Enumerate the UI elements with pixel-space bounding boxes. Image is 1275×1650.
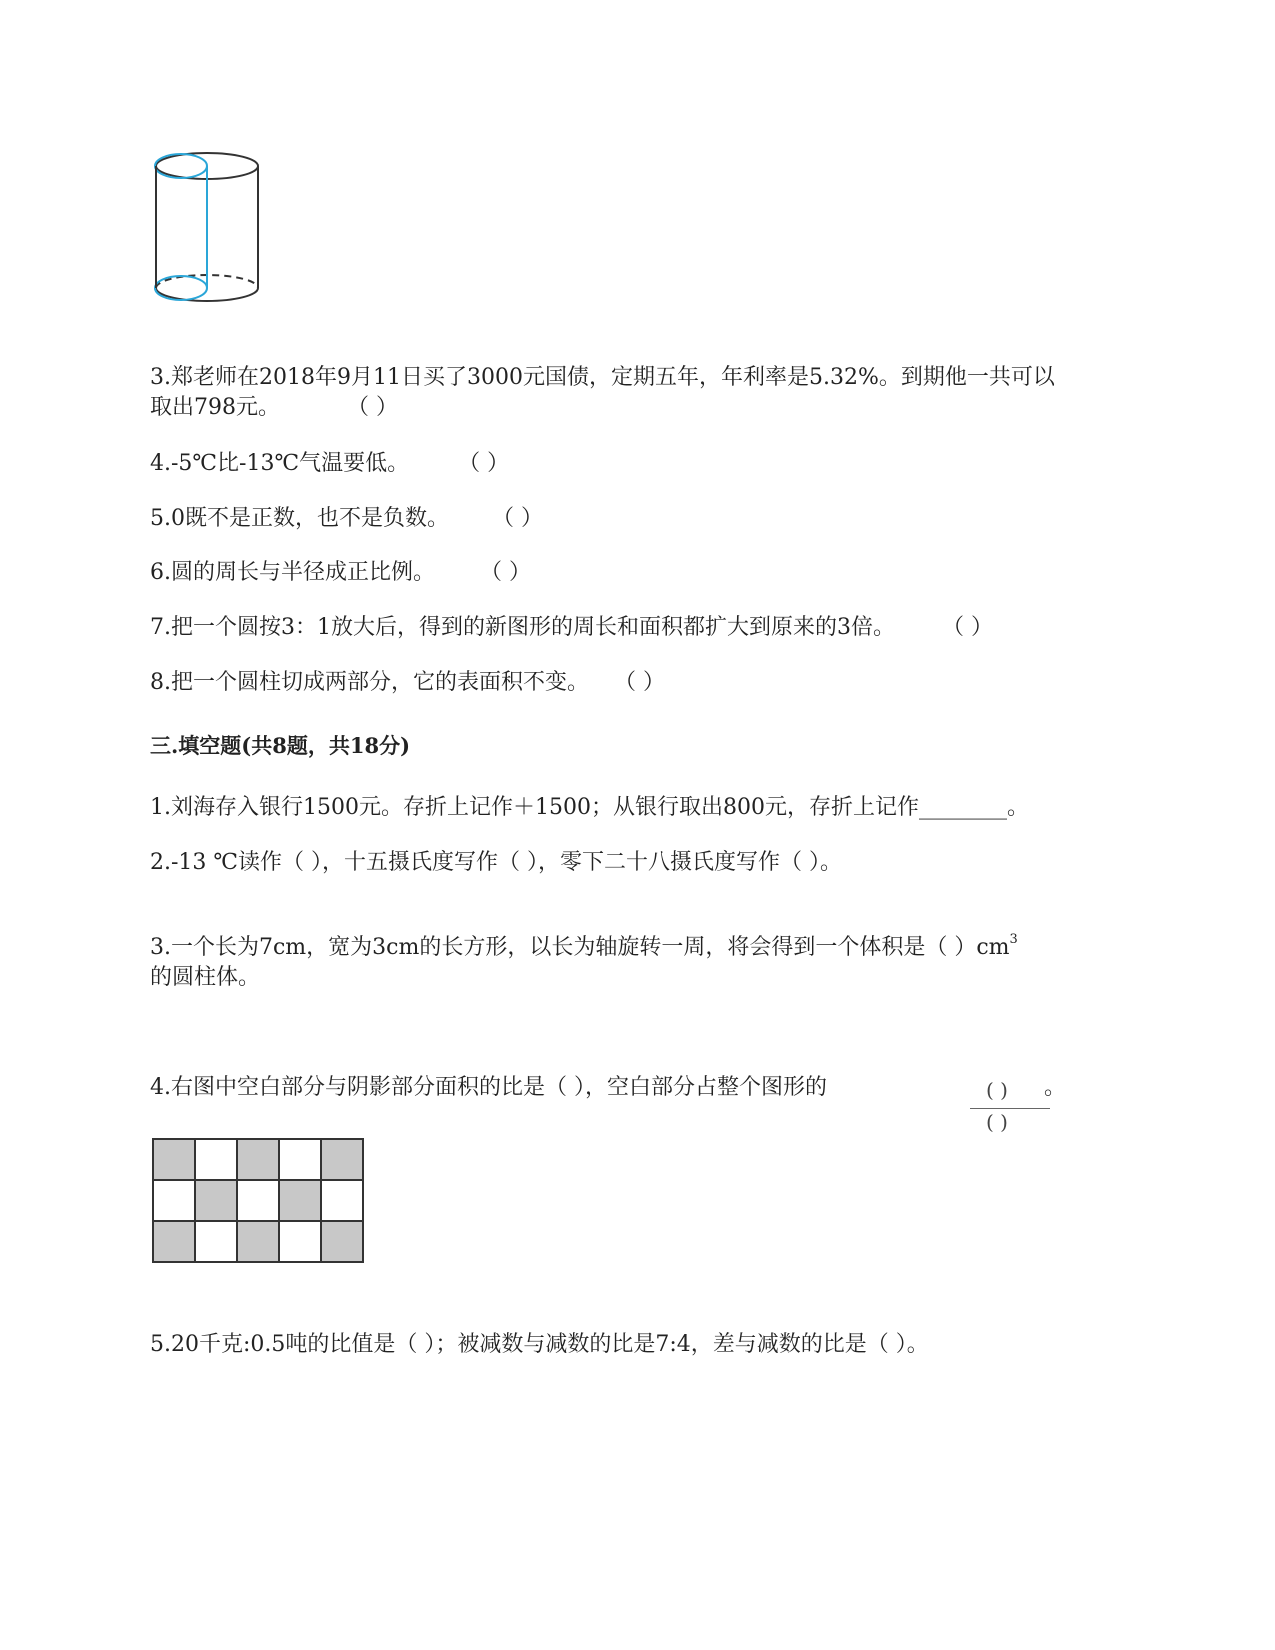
cylinder-figure <box>150 148 265 313</box>
judgement-q5 <box>150 503 543 534</box>
fill-q4-end: 。 <box>1044 1075 1067 1100</box>
fill-q5: 5.20千克:0.5吨的比值是（ ）；被减数与减数的比是7:4，差与减数的比是（ ）。 <box>150 1332 929 1357</box>
blank-cell <box>321 1180 363 1221</box>
judgement-q3-text: 取出798元。 <box>150 395 280 420</box>
judgement-q4 <box>150 448 509 479</box>
fill-q1: 1.刘海存入银行1500元。存折上记作＋1500；从银行取出800元，存折上记作________。 <box>150 795 1029 820</box>
shaded-cell <box>195 1180 237 1221</box>
question-text: 7.把一个圆按3：1放大后，得到的新图形的周长和面积都扩大到原来的3倍。 <box>150 615 895 640</box>
blank-cell <box>195 1139 237 1180</box>
judgement-q3-line2 <box>150 392 398 423</box>
blank-cell <box>153 1180 195 1221</box>
judgement-q6 <box>150 557 531 588</box>
blank-cell <box>237 1180 279 1221</box>
answer-blank[interactable]: （ ） <box>347 395 398 420</box>
shaded-cell <box>321 1221 363 1262</box>
shaded-cell <box>321 1139 363 1180</box>
answer-blank[interactable]: （ ） <box>941 615 993 640</box>
answer-blank[interactable]: （ ） <box>614 670 665 695</box>
fill-q3-line2: 的圆柱体。 <box>150 965 261 990</box>
question-text: 4.-5℃比-13℃气温要低。 <box>150 451 410 476</box>
shaded-cell <box>237 1139 279 1180</box>
answer-blank[interactable]: （ ） <box>480 560 531 585</box>
fill-q2: 2.-13 ℃读作（ ），十五摄氏度写作（ ），零下二十八摄氏度写作（ ）。 <box>150 850 843 875</box>
question-text: 5.0既不是正数，也不是负数。 <box>150 506 449 531</box>
judgement-q3-line1: 3.郑老师在2018年9月11日买了3000元国债，定期五年，年利率是5.32%。到期他一共可以 <box>150 365 1055 390</box>
section-heading: 三.填空题(共8题，共18分) <box>150 733 411 758</box>
question-text: 6.圆的周长与半径成正比例。 <box>150 560 435 585</box>
question-text: 4.右图中空白部分与阴影部分面积的比是（ ），空白部分占整个图形的 <box>150 1075 827 1100</box>
blank-cell <box>279 1221 321 1262</box>
question-text: 8.把一个圆柱切成两部分，它的表面积不变。 <box>150 670 589 695</box>
answer-blank[interactable]: （ ） <box>492 506 543 531</box>
shaded-cell <box>279 1180 321 1221</box>
shaded-grid-figure <box>150 1136 366 1266</box>
superscript: 3 <box>1009 932 1018 947</box>
blank-cell <box>195 1221 237 1262</box>
shaded-cell <box>153 1139 195 1180</box>
fraction-denominator: ( ) <box>986 1110 1008 1134</box>
fill-q3-line1 <box>150 932 1018 963</box>
fraction-numerator: ( ) <box>986 1078 1008 1102</box>
shaded-cell <box>153 1221 195 1262</box>
judgement-q8 <box>150 667 665 698</box>
fill-q4 <box>150 1072 827 1103</box>
question-text: 3.一个长为7cm，宽为3cm的长方形，以长为轴旋转一周，将会得到一个体积是（ ）cm <box>150 935 1010 960</box>
fraction-bar <box>970 1108 1050 1109</box>
shaded-cell <box>237 1221 279 1262</box>
blank-cell <box>279 1139 321 1180</box>
answer-blank[interactable]: （ ） <box>458 451 510 476</box>
judgement-q7 <box>150 612 993 643</box>
